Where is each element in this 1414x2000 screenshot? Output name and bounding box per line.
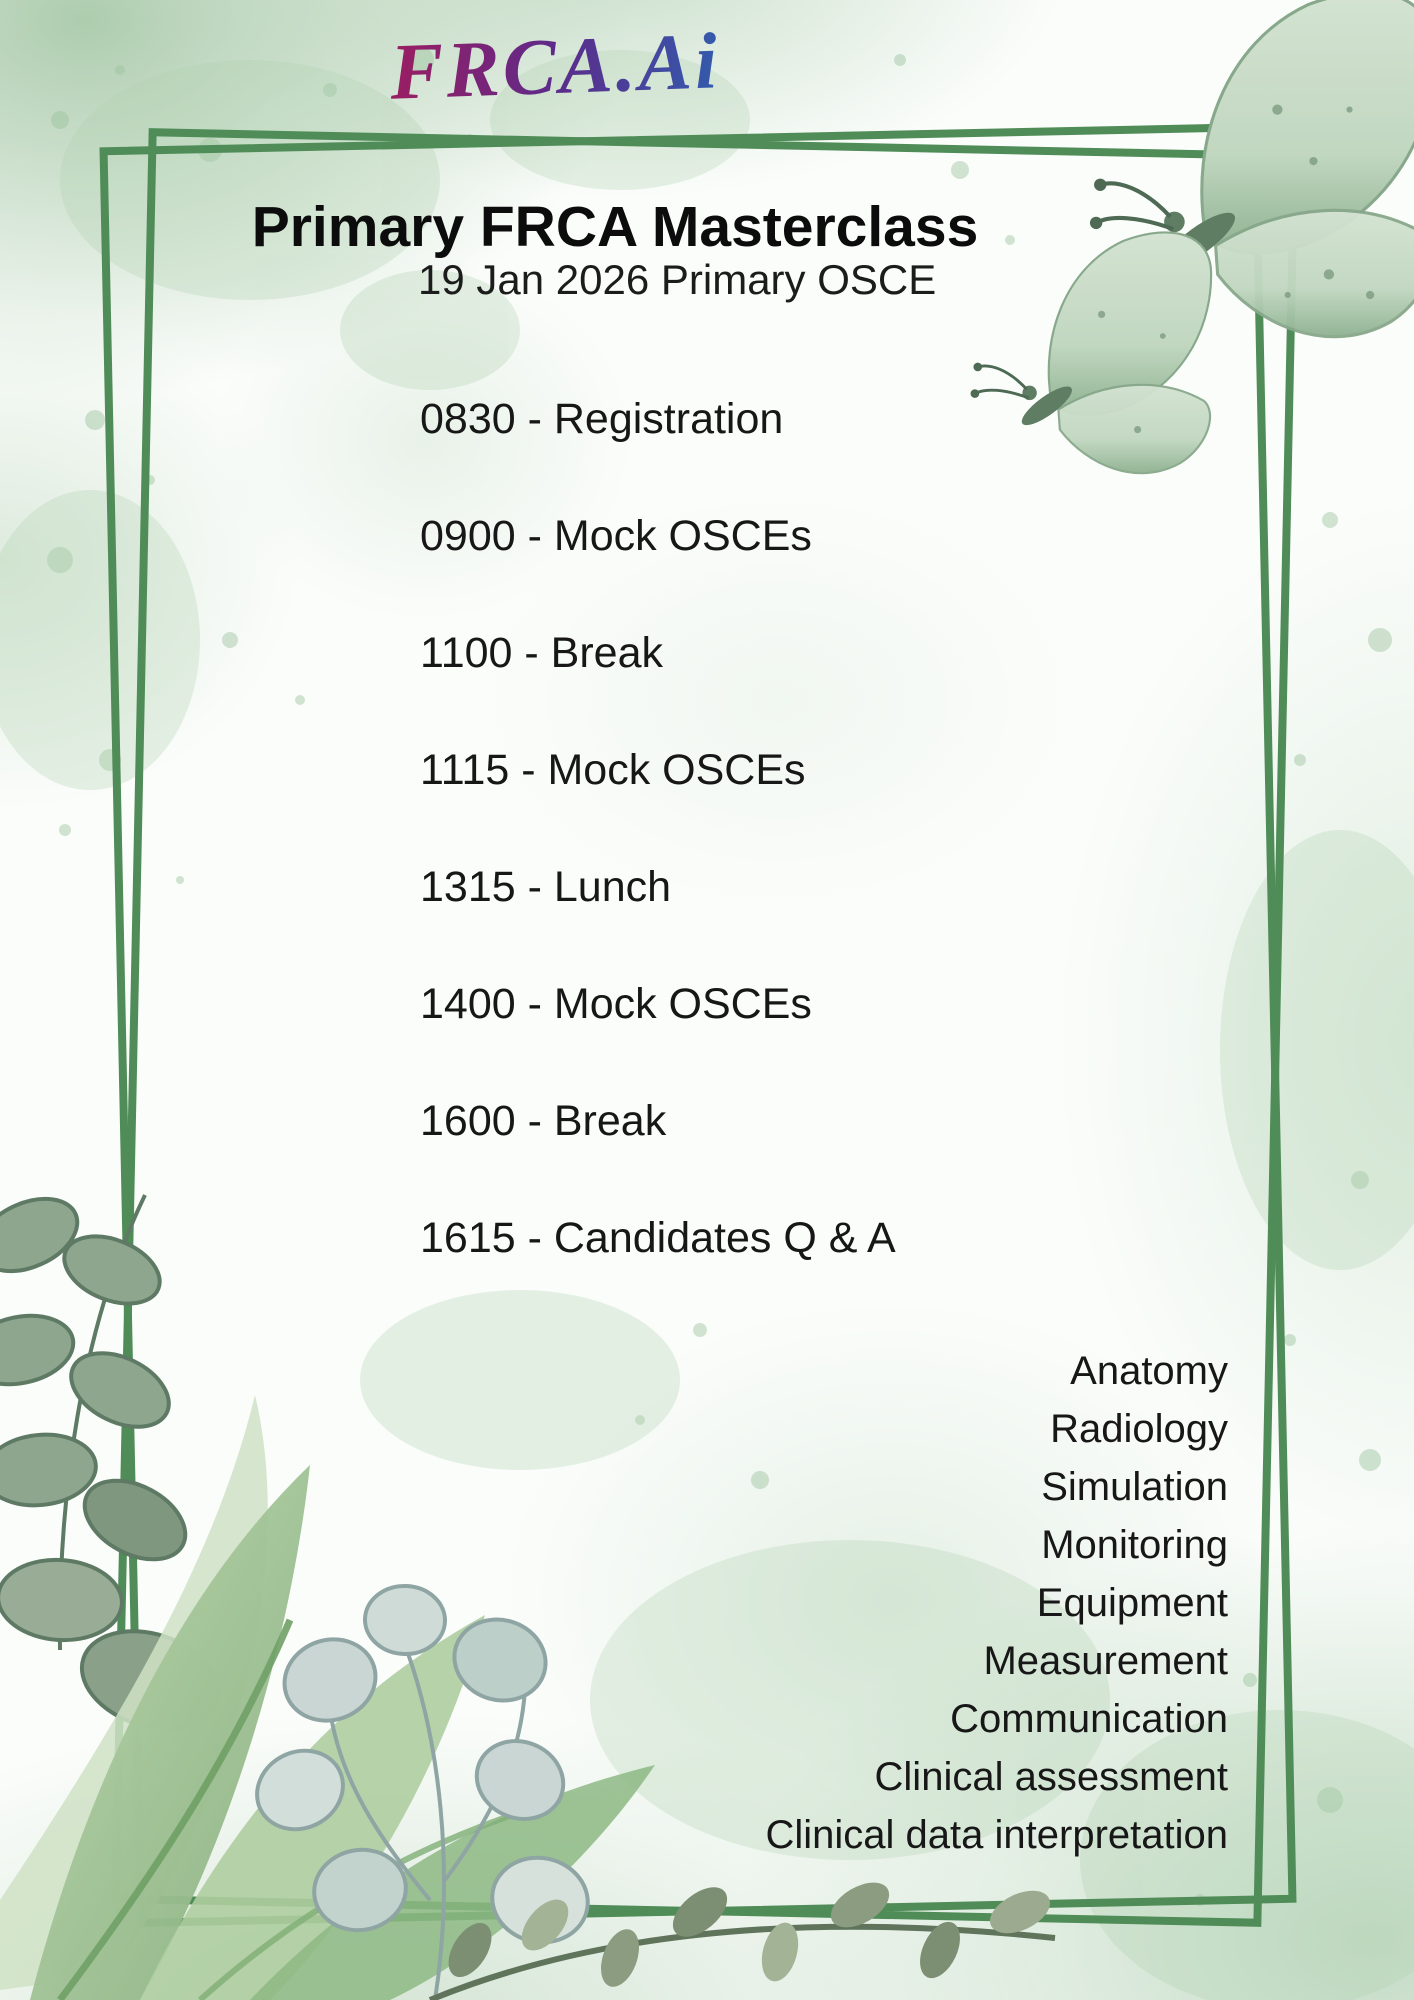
- event-date-subtitle: 19 Jan 2026 Primary OSCE: [418, 256, 937, 303]
- schedule-item: 1400 - Mock OSCEs: [420, 980, 812, 1028]
- schedule-item: 1600 - Break: [420, 1097, 667, 1145]
- frca-ai-logo: FRCA.Ai: [0, 3, 1111, 133]
- topic-item: Monitoring: [1041, 1523, 1228, 1567]
- topic-item: Radiology: [1050, 1407, 1228, 1451]
- schedule-item: 1100 - Break: [420, 629, 664, 677]
- topic-item: Communication: [950, 1697, 1228, 1741]
- schedule-item: 1615 - Candidates Q & A: [420, 1214, 896, 1262]
- topic-item: Simulation: [1041, 1465, 1228, 1509]
- topic-item: Clinical assessment: [874, 1755, 1228, 1799]
- page-title: Primary FRCA Masterclass: [251, 195, 979, 260]
- schedule-item: 0900 - Mock OSCEs: [420, 512, 812, 560]
- schedule-item: 0830 - Registration: [420, 395, 784, 443]
- topic-item: Anatomy: [1070, 1349, 1228, 1393]
- topics-list: [766, 1342, 1228, 1864]
- topic-item: Clinical data interpretation: [765, 1813, 1228, 1857]
- schedule-item: 1115 - Mock OSCEs: [420, 746, 806, 794]
- topic-item: Measurement: [983, 1639, 1228, 1683]
- topic-item: Equipment: [1036, 1581, 1228, 1625]
- schedule-item: 1315 - Lunch: [420, 863, 672, 911]
- schedule-list: [420, 394, 896, 1330]
